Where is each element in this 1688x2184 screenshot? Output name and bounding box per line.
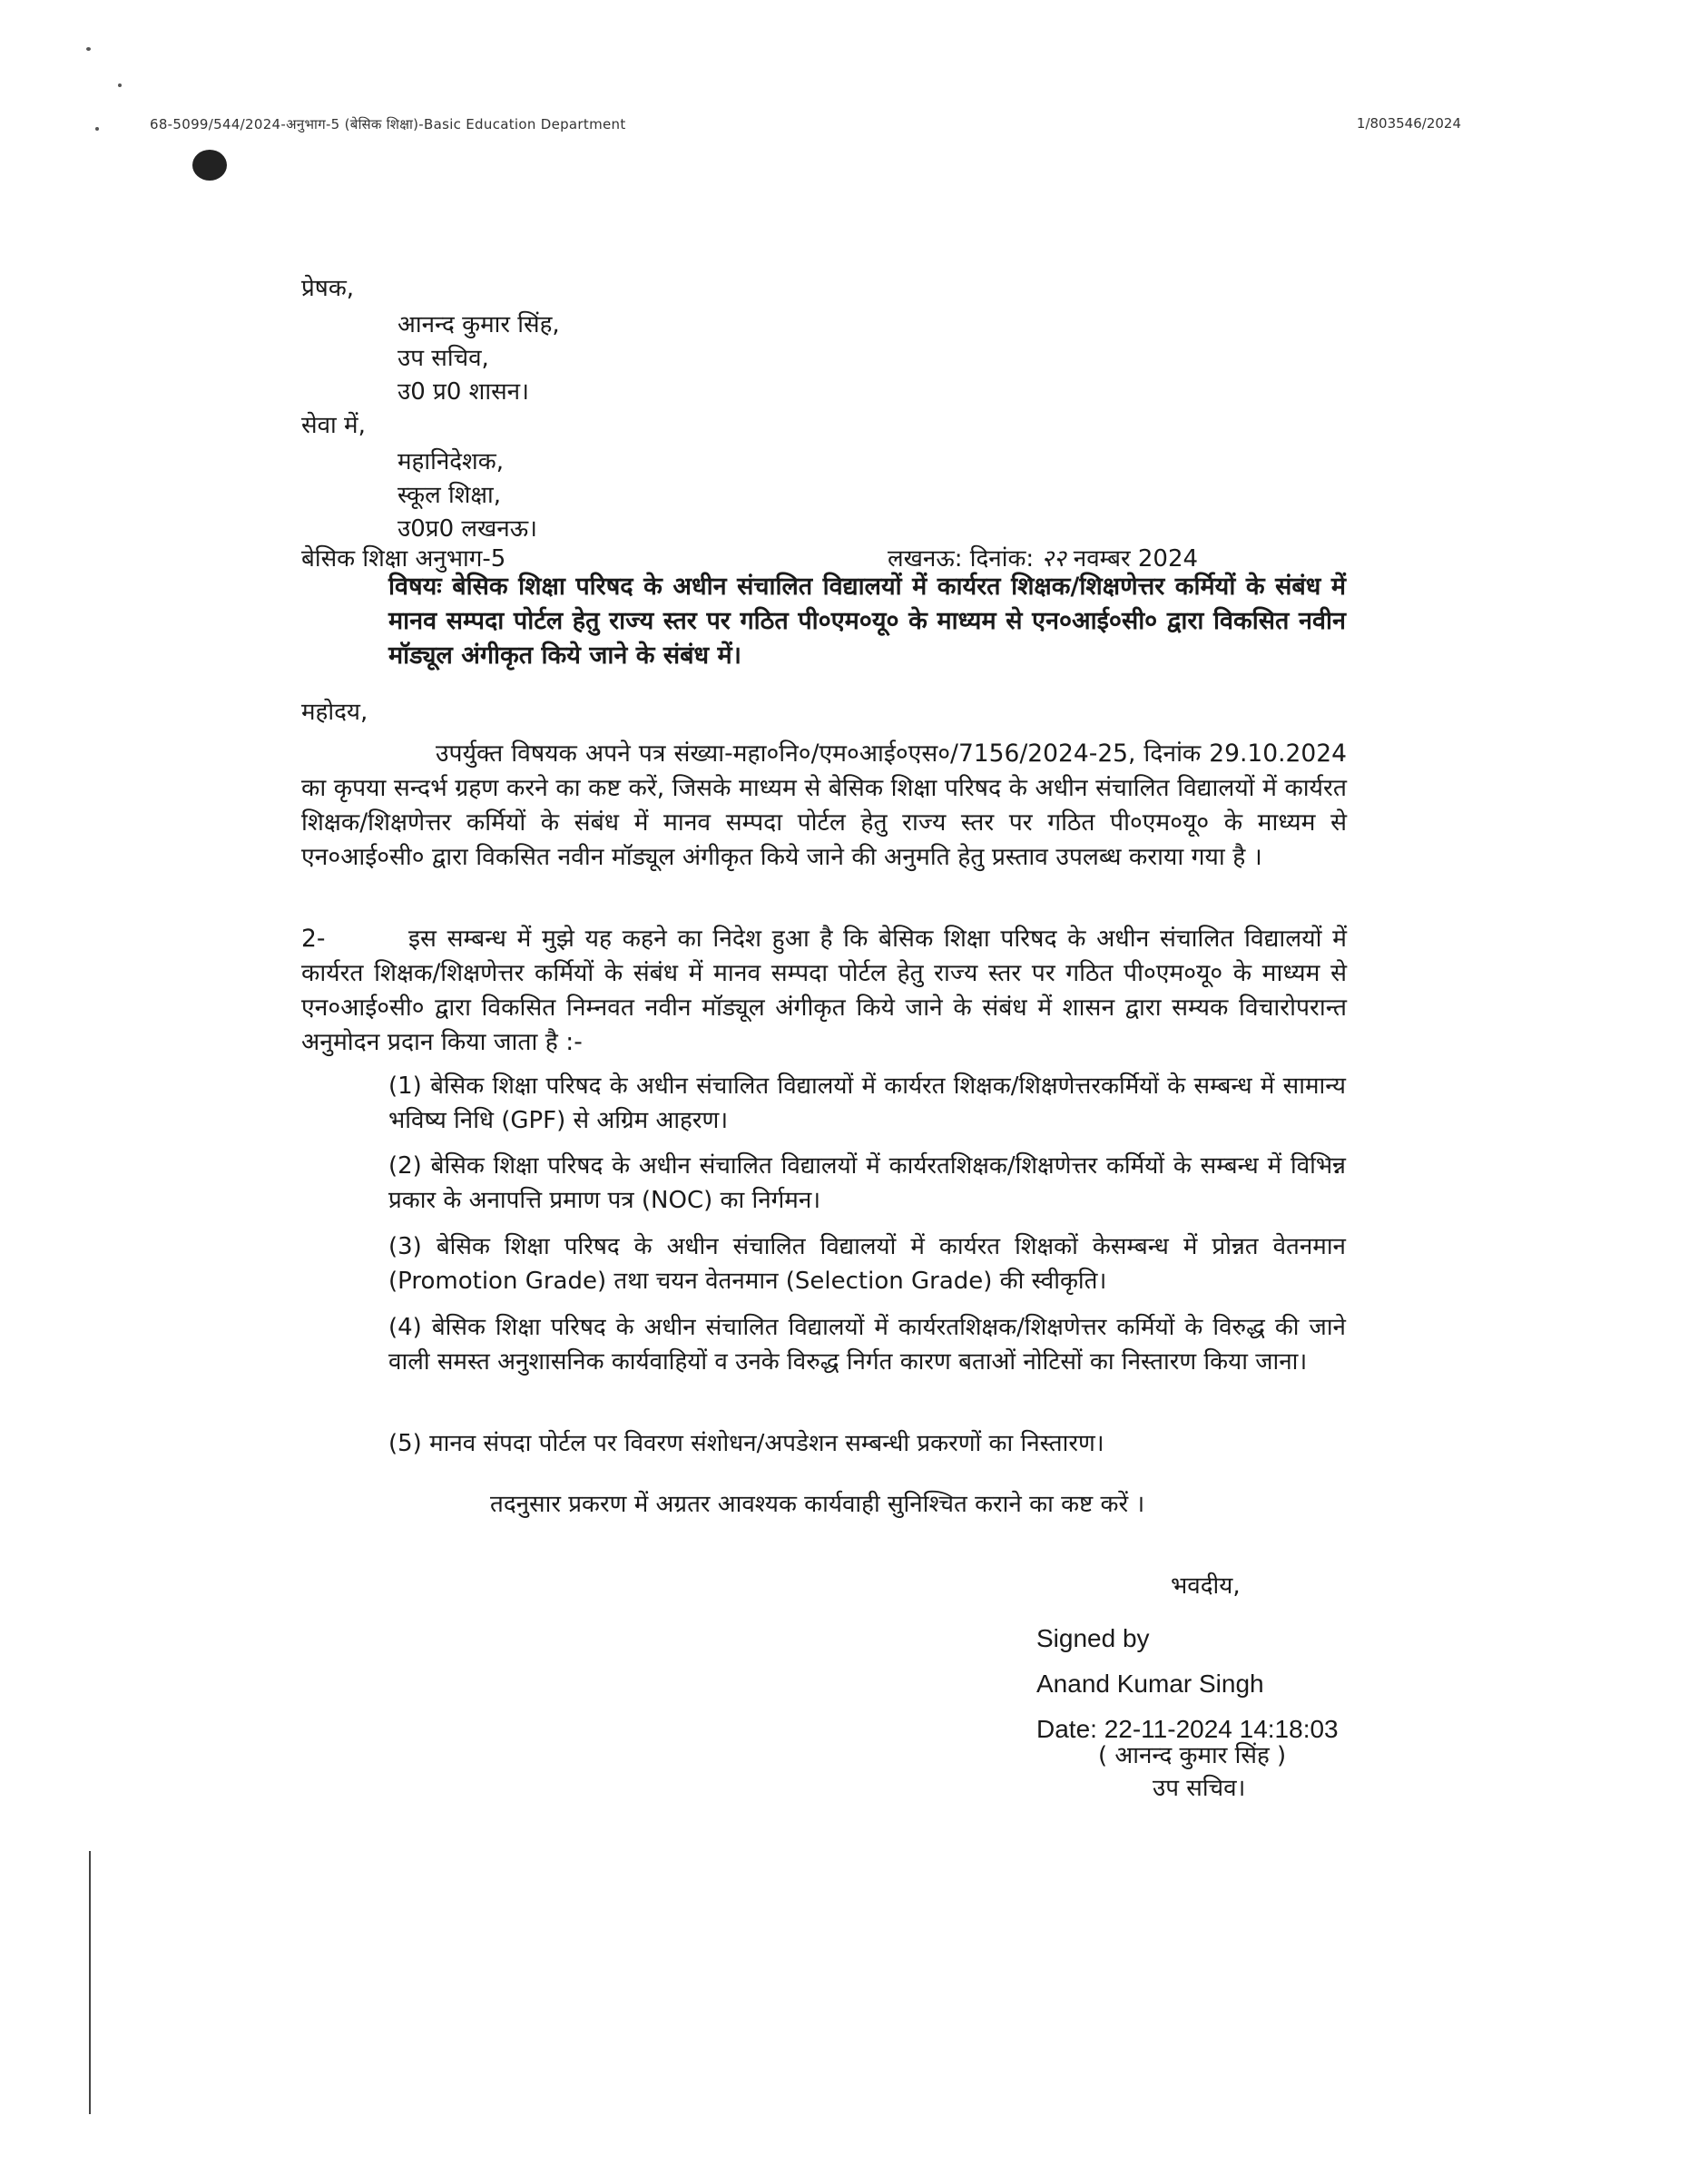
sender-name: आनन्द कुमार सिंह, — [397, 311, 560, 338]
scan-edge-line — [89, 1851, 91, 2114]
paragraph-2-text: इस सम्बन्ध में मुझे यह कहने का निदेश हुआ है कि बेसिक शिक्षा परिषद के अधीन संचालित विद्यालयों में कार्यरत शिक्षक/शिक्षणेत्तर कर्मियों के संबंध में मानव सम्पदा पोर्टल हेतु राज्य स्तर पर गठित पी०एम०यू० के माध्यम से एन०आई०सी० द्वारा विकसित निम्नवत नवीन मॉड्यूल अंगीकृत किये जाने के संबंध में शासन द्वारा सम्यक विचारोपरान्त अनुमोदन प्रदान किया जाता है :- — [301, 925, 1347, 1056]
scan-speck — [95, 127, 99, 131]
header-reference: 68-5099/544/2024-अनुभाग-5 (बेसिक शिक्षा)-Basic Education Department — [150, 116, 626, 132]
list-item-2: (2) बेसिक शिक्षा परिषद के अधीन संचालित विद्यालयों में कार्यरतशिक्षक/शिक्षणेत्तर कर्मियों के सम्बन्ध में विभिन्न प्रकार के अनापत्ति प्रमाण पत्र (NOC) का निर्गमन। — [388, 1152, 1346, 1214]
header-file-number: 1/803546/2024 — [1356, 115, 1461, 132]
signer-designation: उप सचिव। — [1153, 1775, 1246, 1802]
scan-speck — [86, 47, 91, 51]
signer-name-english: Anand Kumar Singh — [1036, 1670, 1264, 1698]
section-name: बेसिक शिक्षा अनुभाग-5 — [301, 545, 506, 573]
signer-name-hindi: ( आनन्द कुमार सिंह ) — [1098, 1742, 1287, 1769]
recipient-dept: स्कूल शिक्षा, — [397, 482, 502, 509]
recipient-title: महानिदेशक, — [397, 448, 504, 475]
punch-hole-mark — [192, 150, 227, 181]
signed-by-label: Signed by — [1036, 1624, 1150, 1652]
paragraph-1-text: उपर्युक्त विषयक अपने पत्र संख्या-महा०नि०/एम०आई०एस०/7156/2024-25, दिनांक 29.10.2024 का कृपया सन्दर्भ ग्रहण करने का कष्ट करें, जिसके माध्यम से बेसिक शिक्षा परिषद के अधीन संचालित विद्यालयों में कार्यरत शिक्षक/शिक्षणेत्तर कर्मियों के संबंध में मानव सम्पदा पोर्टल हेतु राज्य स्तर पर गठित पी०एम०यू० के माध्यम से एन०आई०सी० द्वारा विकसित नवीन मॉड्यूल अंगीकृत किये जाने की अनुमति हेतु प्रस्ताव उपलब्ध कराया गया है । — [301, 739, 1347, 871]
yours-faithfully: भवदीय, — [1171, 1572, 1241, 1600]
signature-date: Date: 22-11-2024 14:18:03 — [1036, 1715, 1339, 1743]
place-date-month-year: नवम्बर 2024 — [1073, 545, 1199, 573]
closing-line: तदनुसार प्रकरण में अग्रतर आवश्यक कार्यवाही सुनिश्चित कराने का कष्ट करें । — [490, 1491, 1145, 1518]
paragraph-2 — [301, 922, 1347, 1060]
list-item-5: (5) मानव संपदा पोर्टल पर विवरण संशोधन/अपडेशन सम्बन्धी प्रकरणों का निस्तारण। — [388, 1430, 1104, 1457]
place-date — [888, 547, 1198, 571]
list-item-4: (4) बेसिक शिक्षा परिषद के अधीन संचालित विद्यालयों में कार्यरतशिक्षक/शिक्षणेत्तर कर्मियों के विरुद्ध की जाने वाली समस्त अनुशासनिक कार्यवाहियों व उनके विरुद्ध निर्गत कारण बताओं नोटिसों का निस्तारण किया जाना। — [388, 1314, 1346, 1376]
handwritten-day: २२ — [1041, 545, 1066, 573]
letter-subject: विषयः बेसिक शिक्षा परिषद के अधीन संचालित विद्यालयों में कार्यरत शिक्षक/शिक्षणेत्तर कर्मियों के संबंध में मानव सम्पदा पोर्टल हेतु राज्य स्तर पर गठित पी०एम०यू० के माध्यम से एन०आई०सी० द्वारा विकसित नवीन मॉड्यूल अंगीकृत किये जाने के संबंध में। — [388, 573, 1346, 670]
paragraph-1 — [301, 737, 1347, 875]
paragraph-2-number: 2- — [301, 925, 326, 953]
salutation: महोदय, — [301, 699, 368, 726]
list-item-1: (1) बेसिक शिक्षा परिषद के अधीन संचालित विद्यालयों में कार्यरत शिक्षक/शिक्षणेत्तरकर्मियों के सम्बन्ध में सामान्य भविष्य निधि (GPF) से अग्रिम आहरण। — [388, 1072, 1346, 1134]
place-date-prefix: लखनऊ: दिनांक: — [888, 545, 1035, 573]
sender-office: उ0 प्र0 शासन। — [397, 378, 529, 406]
sender-label: प्रेषक, — [301, 275, 355, 302]
recipient-label: सेवा में, — [301, 412, 366, 439]
list-item-3: (3) बेसिक शिक्षा परिषद के अधीन संचालित विद्यालयों में कार्यरत शिक्षकों केसम्बन्ध में प्रोन्नत वेतनमान (Promotion Grade) तथा चयन वेतनमान (Selection Grade) की स्वीकृति। — [388, 1233, 1346, 1295]
scan-speck — [118, 83, 122, 87]
sender-designation: उप सचिव, — [397, 345, 489, 372]
recipient-place: उ0प्र0 लखनऊ। — [397, 515, 537, 543]
